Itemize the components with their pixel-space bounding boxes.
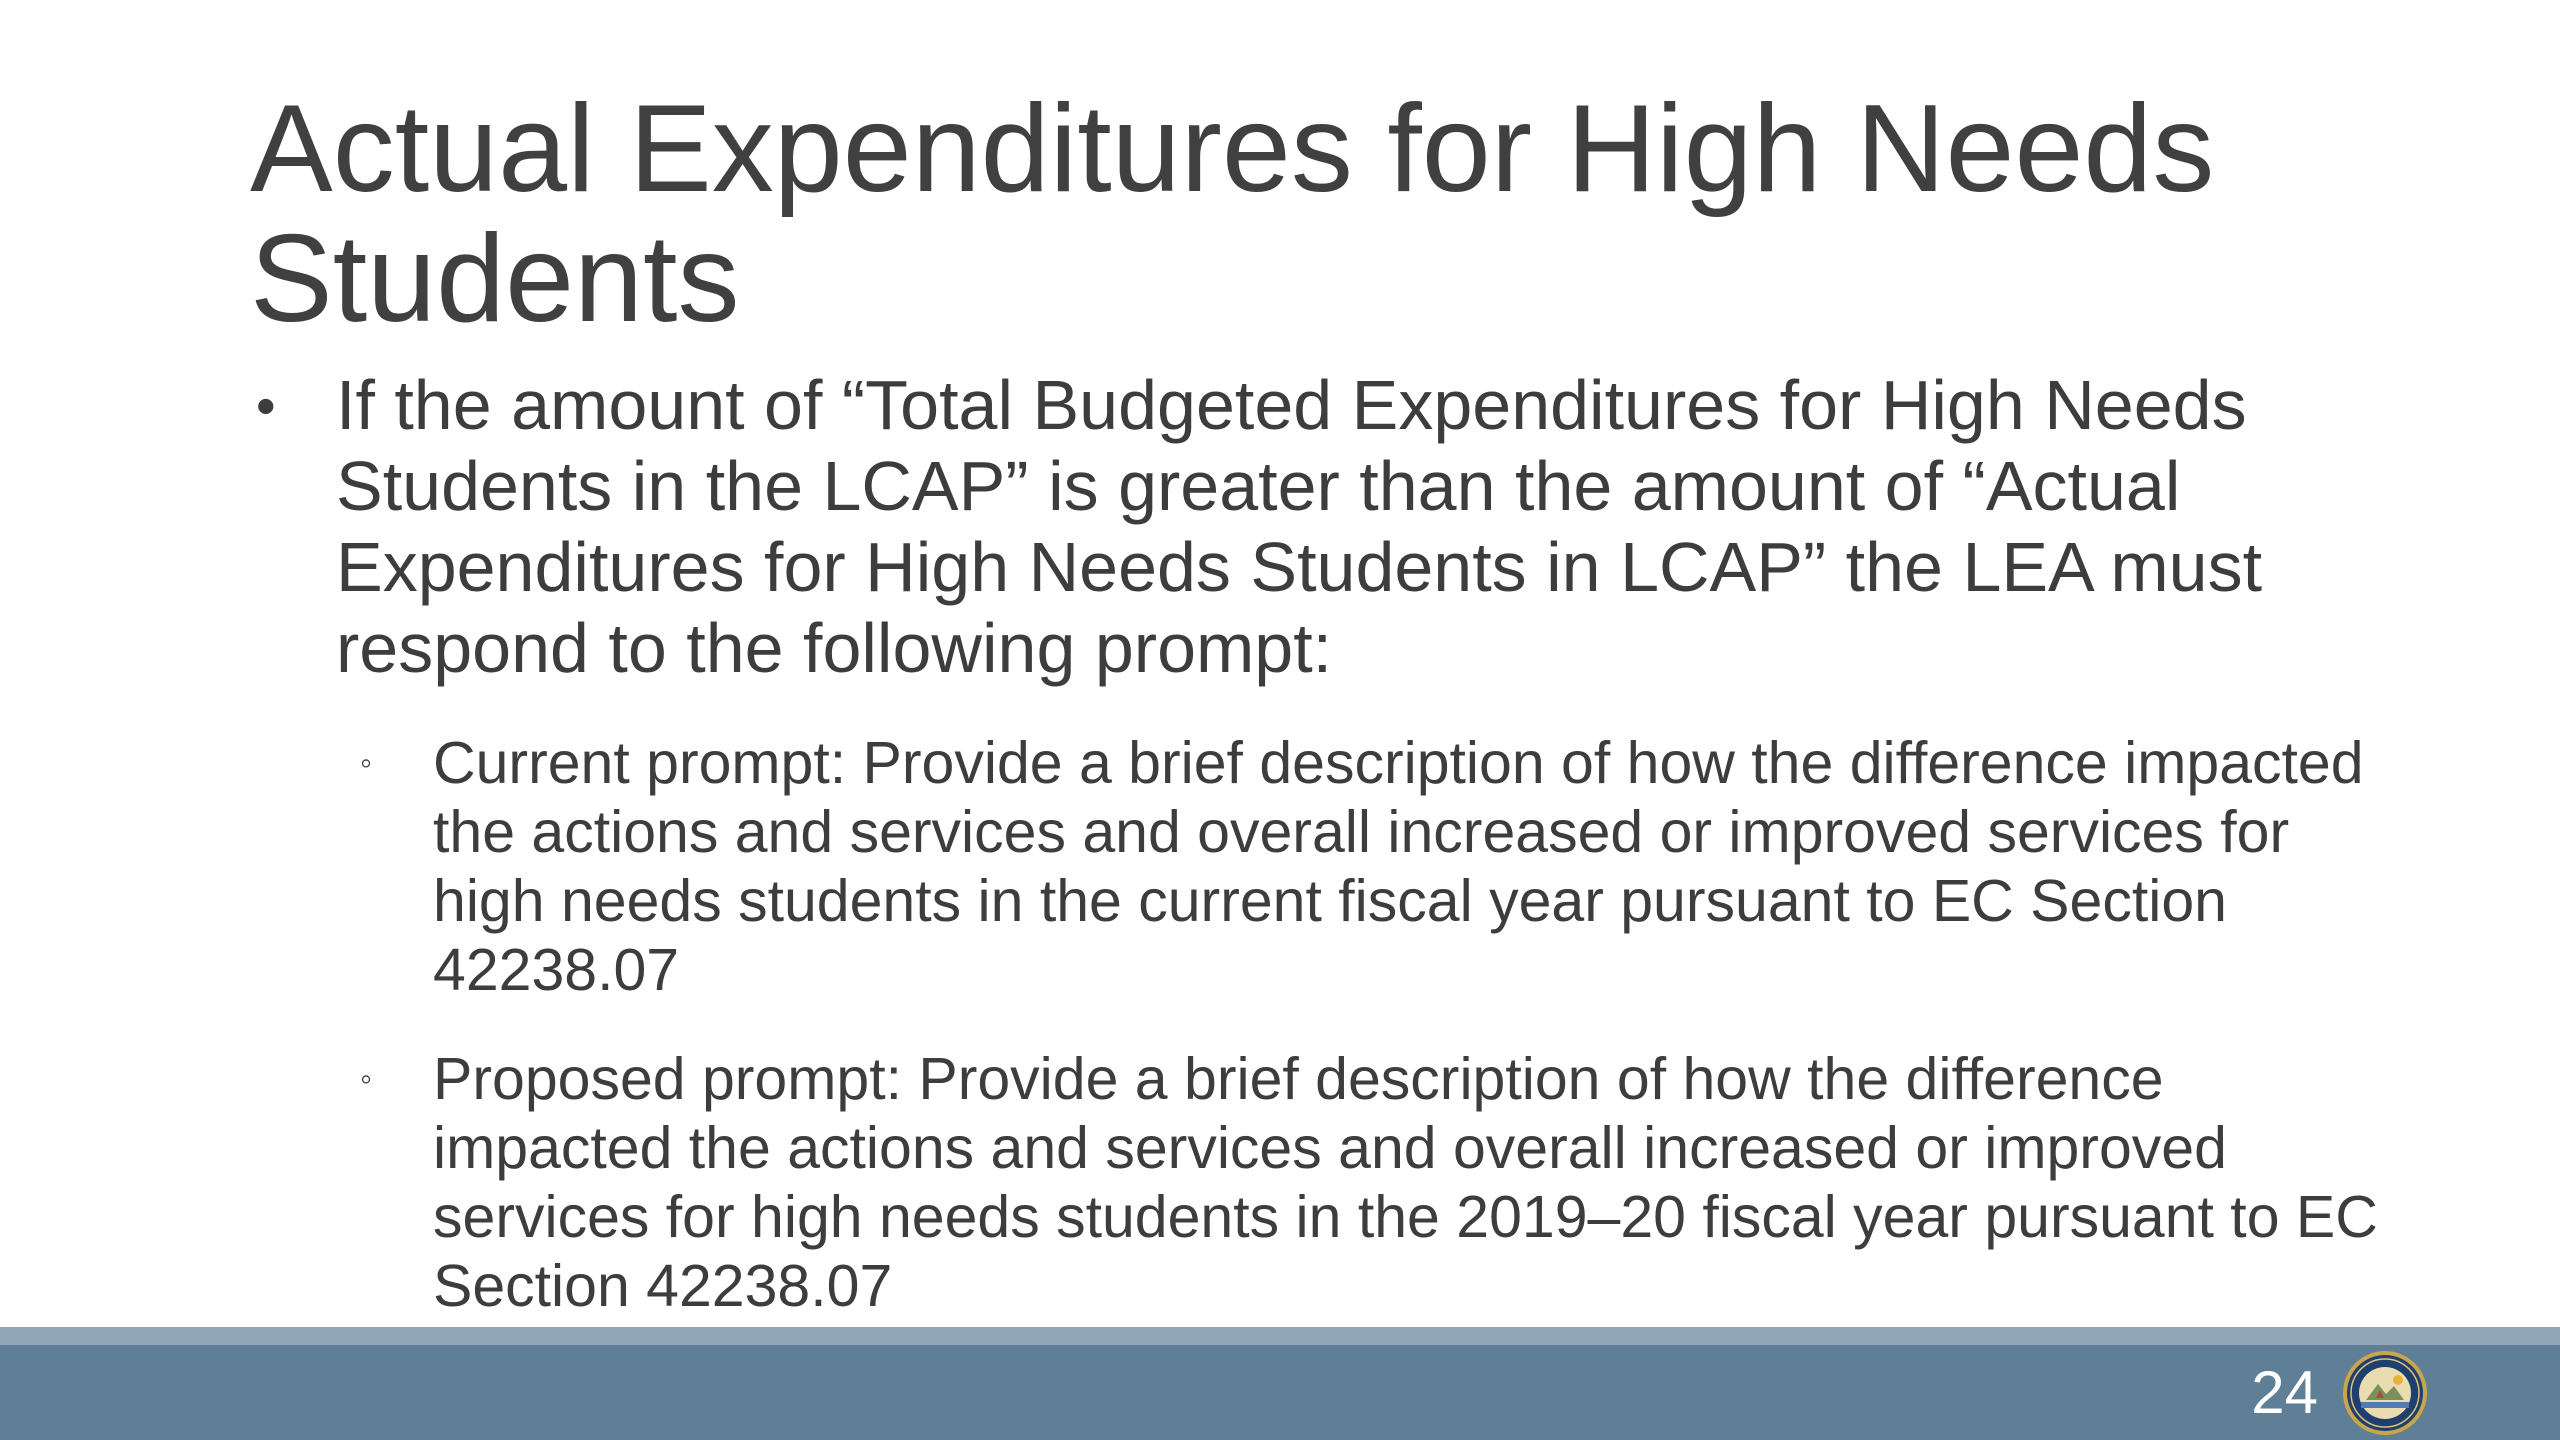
sub-bullet-current-prompt bbox=[250, 729, 2400, 1005]
main-bullet bbox=[250, 365, 2400, 689]
slide-title: Actual Expenditures for High Needs Students bbox=[250, 80, 2215, 348]
footer-bar bbox=[0, 1327, 2560, 1440]
sub-bullet-marker: ◦ bbox=[360, 744, 373, 782]
sub-bullet-text: Current prompt: Provide a brief description of how the difference impacted the actions and services and overall increased or improved services for high needs students in the current fiscal year pursuant to EC Section 42238.07 bbox=[433, 730, 2364, 1003]
bullet-marker: • bbox=[256, 374, 276, 437]
sub-bullet-list bbox=[250, 729, 2400, 1321]
sub-bullet-text: Proposed prompt: Provide a brief description of how the difference impacted the actions and services and overall increased or improved services for high needs students in the 2019–20 fiscal year pursuant to EC Section 42238.07 bbox=[433, 1046, 2378, 1319]
sub-bullet-proposed-prompt bbox=[250, 1045, 2400, 1321]
slide-content bbox=[250, 365, 2400, 1361]
state-seal-icon bbox=[2342, 1350, 2428, 1436]
main-bullet-text: If the amount of “Total Budgeted Expenditures for High Needs Students in the LCAP” is greater than the amount of “Actual Expenditures for High Needs Students in LCAP” the LEA must respond to the following prompt: bbox=[336, 366, 2263, 687]
sub-bullet-marker: ◦ bbox=[360, 1060, 373, 1098]
page-number: 24 bbox=[2251, 1359, 2318, 1426]
